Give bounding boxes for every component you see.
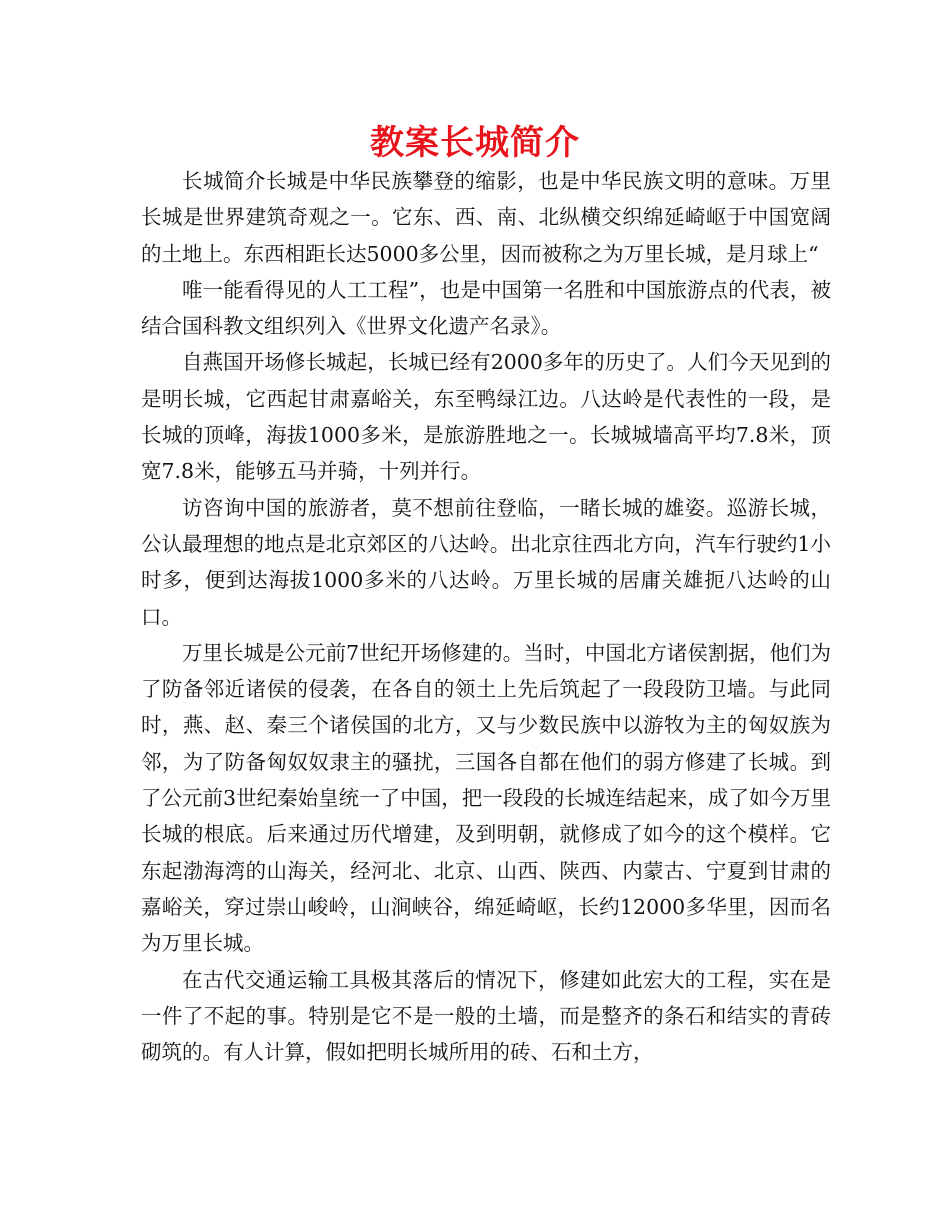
paragraph-6: 在古代交通运输工具极其落后的情况下，修建如此宏大的工程，实在是一件了不起的事。特别是它不是一般的土墙，而是整齐的条石和结实的青砖砌筑的。有人计算，假如把明长城所用的砖、石和土方，	[141, 967, 831, 1065]
paragraph-4: 访咨询中国的旅游者，莫不想前往登临，一睹长城的雄姿。巡游长城，公认最理想的地点是北京郊区的八达岭。出北京往西北方向，汽车行驶约1小时多，便到达海拔1000多米的八达岭。万里长城的居庸关雄扼八达岭的山口。	[141, 495, 831, 629]
document-title: 教案长城简介	[370, 123, 580, 163]
paragraph-3: 自燕国开场修长城起，长城已经有2000多年的历史了。人们今天见到的是明长城，它西起甘肃嘉峪关，东至鸭绿江边。八达岭是代表性的一段，是长城的顶峰，海拔1000多米，是旅游胜地之一。长城城墙高平均7.8米，顶宽7.8米，能够五马并骑，十列并行。	[141, 350, 831, 484]
paragraph-2: 唯一能看得见的人工工程”，也是中国第一名胜和中国旅游点的代表，被结合国科教文组织列入《世界文化遗产名录》。	[141, 277, 831, 339]
paragraph-5: 万里长城是公元前7世纪开场修建的。当时，中国北方诸侯割据，他们为了防备邻近诸侯的侵袭，在各自的领土上先后筑起了一段段防卫墙。与此同时，燕、赵、秦三个诸侯国的北方，又与少数民族中以游牧为主的匈奴族为邻，为了防备匈奴奴隶主的骚扰，三国各自都在他们的弱方修建了长城。到了公元前3世纪秦始皇统一了中国，把一段段的长城连结起来，成了如今万里长城的根底。后来通过历代增建，及到明朝，就修成了如今的这个模样。它东起渤海湾的山海关，经河北、北京、山西、陕西、内蒙古、宁夏到甘肃的嘉峪关，穿过崇山峻岭，山涧峡谷，绵延崎岖，长约12000多华里，因而名为万里长城。	[141, 640, 831, 956]
paragraph-1: 长城简介长城是中华民族攀登的缩影，也是中华民族文明的意味。万里长城是世界建筑奇观之一。它东、西、南、北纵横交织绵延崎岖于中国宽阔的土地上。东西相距长达5000多公里，因而被称之为万里长城，是月球上“	[141, 169, 831, 266]
document-body	[141, 163, 831, 1070]
